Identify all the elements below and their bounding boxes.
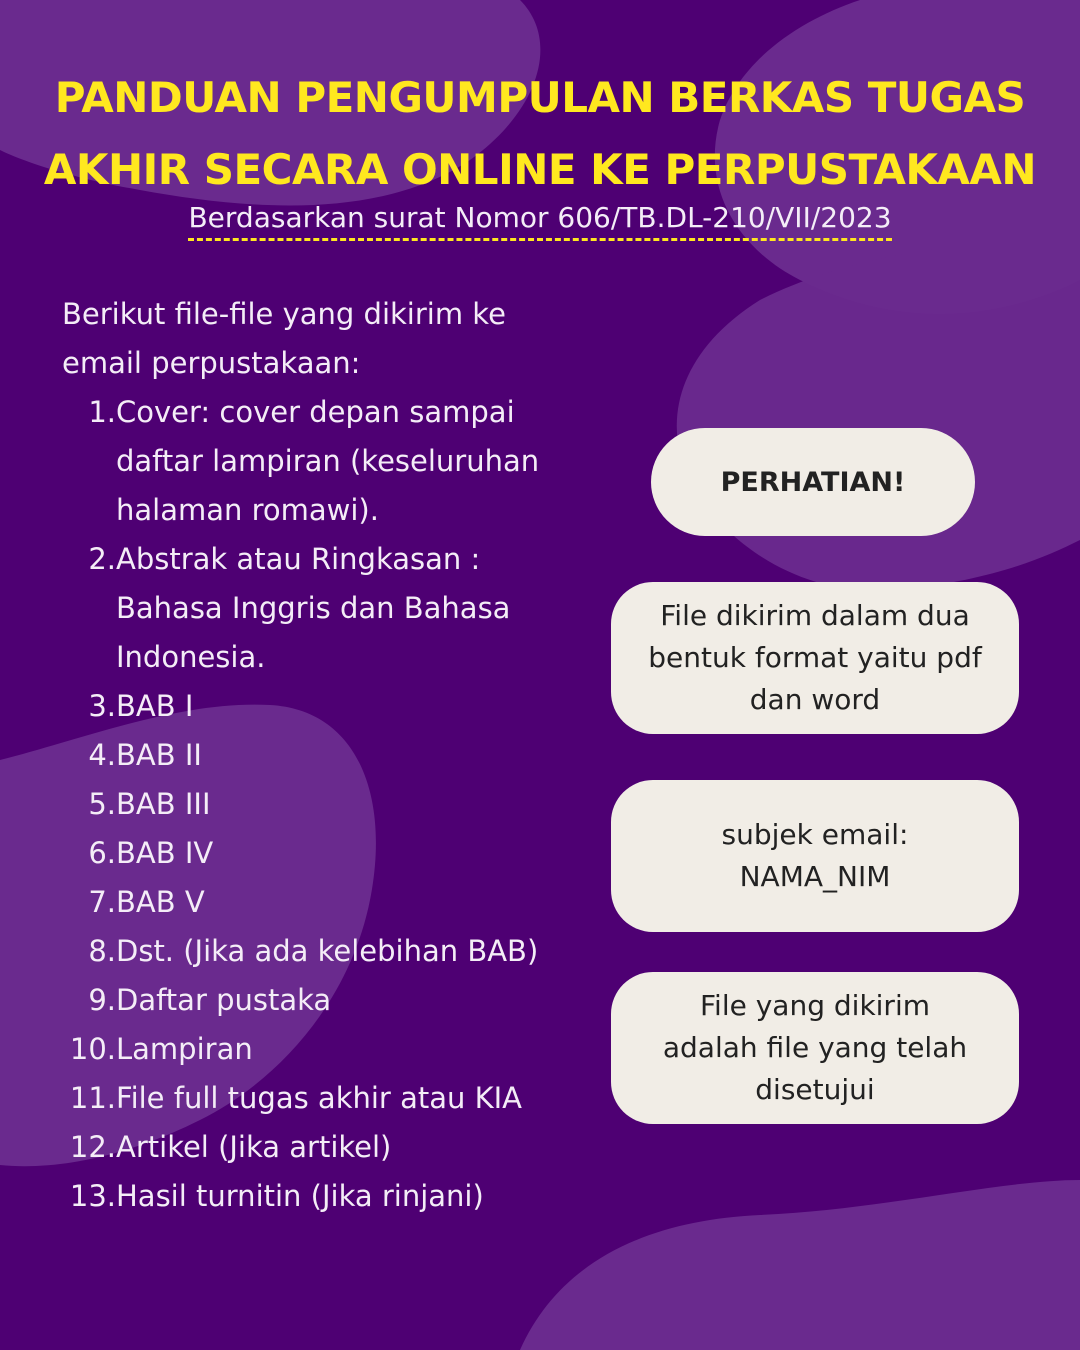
- list-item: [62, 976, 582, 1025]
- list-item: [62, 731, 582, 780]
- list-item: [62, 1172, 582, 1221]
- blob-right: [677, 240, 1080, 591]
- list-item-text: BAB III: [116, 787, 211, 821]
- subtitle-text: Berdasarkan surat Nomor 606/TB.DL-210/VII/2023: [188, 198, 891, 241]
- list-item-number: 2.: [88, 542, 116, 576]
- list-item: [62, 780, 582, 829]
- list-item: [62, 878, 582, 927]
- list-item-text: Dst. (Jika ada kelebihan BAB): [116, 934, 539, 968]
- note-subject: subjek email: NAMA_NIM: [611, 780, 1019, 932]
- list-item-number: 5.: [88, 787, 116, 821]
- attention-badge: PERHATIAN!: [651, 428, 975, 536]
- list-item-number: 6.: [88, 836, 116, 870]
- list-item-text: File full tugas akhir atau KIA: [116, 1081, 522, 1115]
- blob-bottom-right: [520, 1180, 1080, 1350]
- list-item-number: 11.: [69, 1081, 116, 1115]
- list-item-number: 3.: [88, 689, 116, 723]
- note-approved: File yang dikirim adalah file yang telah disetujui: [611, 972, 1019, 1124]
- title-line-2: AKHIR SECARA ONLINE KE PERPUSTAKAAN: [43, 145, 1037, 194]
- intro-text: Berikut file-file yang dikirim ke email perpustakaan:: [62, 297, 506, 380]
- list-item: [62, 535, 582, 682]
- list-item-text: BAB IV: [116, 836, 214, 870]
- list-item-text: Artikel (Jika artikel): [116, 1130, 392, 1164]
- file-list: [62, 388, 582, 1221]
- list-item: [62, 1025, 582, 1074]
- list-item-text: Daftar pustaka: [116, 983, 332, 1017]
- list-item-number: 8.: [88, 934, 116, 968]
- list-item: [62, 1074, 582, 1123]
- list-item: [62, 829, 582, 878]
- subtitle: [0, 198, 1080, 241]
- list-item-text: Lampiran: [116, 1032, 253, 1066]
- list-item-text: BAB I: [116, 689, 194, 723]
- list-item-text: Abstrak atau Ringkasan : Bahasa Inggris dan Bahasa Indonesia.: [116, 542, 511, 674]
- title-line-1: PANDUAN PENGUMPULAN BERKAS TUGAS: [54, 73, 1026, 122]
- list-item-text: BAB II: [116, 738, 202, 772]
- list-item-number: 12.: [69, 1130, 116, 1164]
- note-format: File dikirim dalam dua bentuk format yaitu pdf dan word: [611, 582, 1019, 734]
- list-item: [62, 1123, 582, 1172]
- list-item-number: 9.: [88, 983, 116, 1017]
- list-item-number: 7.: [88, 885, 116, 919]
- list-item: [62, 682, 582, 731]
- list-item-number: 10.: [69, 1032, 116, 1066]
- list-item-text: BAB V: [116, 885, 205, 919]
- list-item-text: Hasil turnitin (Jika rinjani): [116, 1179, 484, 1213]
- list-item: [62, 388, 582, 535]
- list-item-number: 1.: [88, 395, 116, 429]
- list-item-number: 13.: [69, 1179, 116, 1213]
- list-item-text: Cover: cover depan sampai daftar lampiran (keseluruhan halaman romawi).: [116, 395, 540, 527]
- list-item-number: 4.: [88, 738, 116, 772]
- list-item: [62, 927, 582, 976]
